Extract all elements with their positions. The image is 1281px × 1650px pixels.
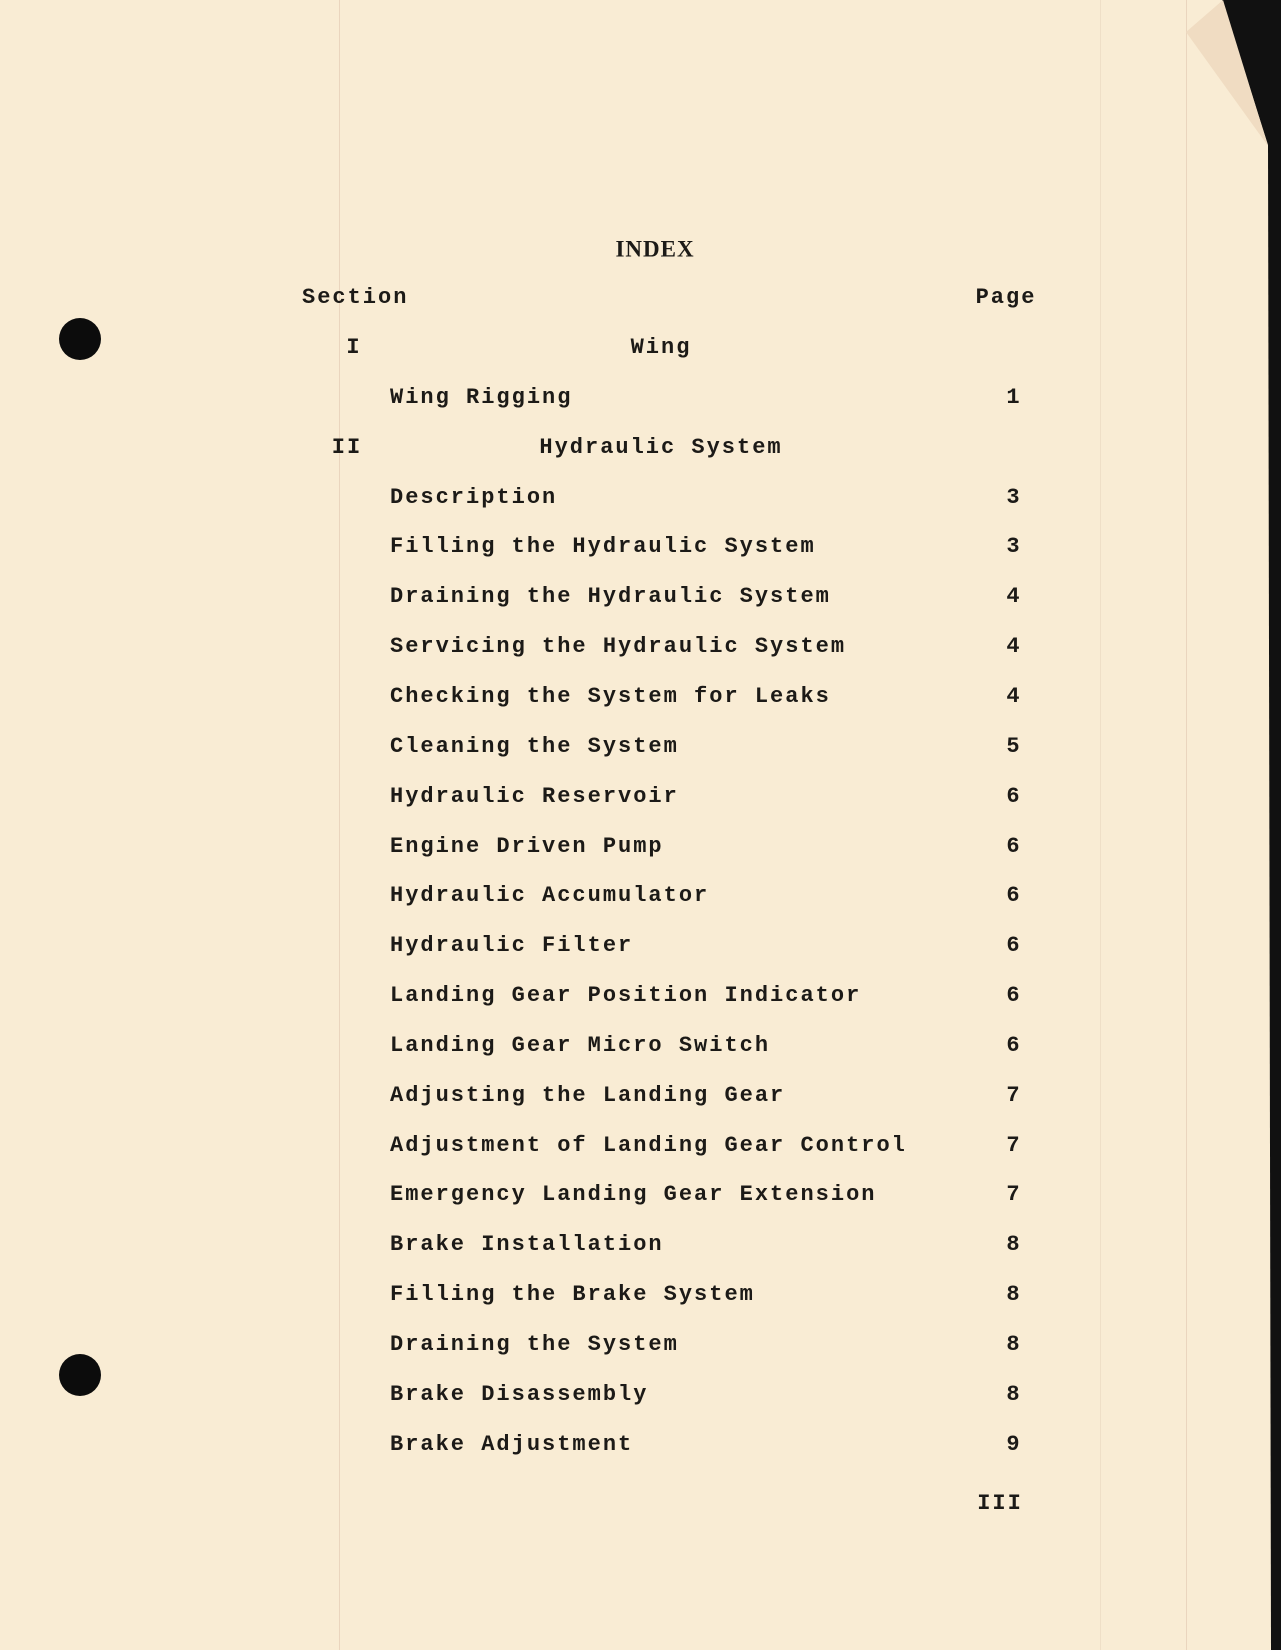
index-entry-page: 8 bbox=[1006, 1381, 1022, 1407]
index-entry-title: Servicing the Hydraulic System bbox=[390, 634, 847, 660]
index-entry-page: 8 bbox=[1006, 1232, 1022, 1258]
index-entry-title: Engine Driven Pump bbox=[390, 833, 664, 859]
index-entry-title: Draining the Hydraulic System bbox=[390, 584, 831, 610]
index-entry-page: 7 bbox=[1006, 1132, 1022, 1158]
index-entry-page: 4 bbox=[1006, 634, 1022, 660]
index-entry-title: Brake Installation bbox=[390, 1232, 664, 1258]
section-numeral: I bbox=[346, 335, 362, 360]
page-column-header: Page bbox=[975, 285, 1037, 310]
index-entry-title: Filling the Brake System bbox=[390, 1282, 755, 1308]
index-entry-page: 6 bbox=[1006, 933, 1022, 959]
index-entry-title: Emergency Landing Gear Extension bbox=[390, 1182, 877, 1208]
index-entry-title: Checking the System for Leaks bbox=[390, 683, 831, 709]
index-entry-title: Adjusting the Landing Gear bbox=[390, 1082, 786, 1108]
index-entry-title: Hydraulic Accumulator bbox=[390, 883, 710, 909]
punch-hole bbox=[59, 318, 101, 360]
index-entry-title: Brake Adjustment bbox=[390, 1431, 634, 1457]
section-column-header: Section bbox=[302, 285, 409, 310]
index-entry-page: 6 bbox=[1006, 983, 1022, 1009]
index-entry-page: 6 bbox=[1006, 1032, 1022, 1058]
index-entry-page: 4 bbox=[1006, 683, 1022, 709]
section-title: Hydraulic System bbox=[539, 434, 783, 460]
punch-hole bbox=[59, 1354, 101, 1396]
index-entry-title: Hydraulic Filter bbox=[390, 933, 634, 959]
section-numeral: II bbox=[331, 434, 363, 460]
index-title: INDEX bbox=[615, 236, 695, 262]
index-entry-page: 7 bbox=[1006, 1182, 1022, 1208]
index-entry-page: 3 bbox=[1006, 484, 1022, 510]
index-entry-title: Filling the Hydraulic System bbox=[390, 534, 816, 560]
index-entry-title: Landing Gear Micro Switch bbox=[390, 1032, 771, 1058]
index-entry-page: 7 bbox=[1006, 1082, 1022, 1108]
index-entry-title: Hydraulic Reservoir bbox=[390, 783, 679, 809]
index-entry-page: 4 bbox=[1006, 584, 1022, 610]
index-entry-title: Brake Disassembly bbox=[390, 1381, 649, 1407]
index-entry-title: Adjustment of Landing Gear Control bbox=[390, 1132, 907, 1158]
index-entry-page: 6 bbox=[1006, 783, 1022, 809]
index-entry-page: 9 bbox=[1006, 1431, 1022, 1457]
index-entry-page: 3 bbox=[1006, 534, 1022, 560]
index-entry-page: 6 bbox=[1006, 883, 1022, 909]
index-entry-title: Wing Rigging bbox=[390, 384, 573, 410]
index-entry-page: 6 bbox=[1006, 833, 1022, 859]
index-entry-title: Description bbox=[390, 484, 558, 510]
index-entry-page: 8 bbox=[1006, 1332, 1022, 1357]
index-entry-page: 5 bbox=[1006, 733, 1022, 759]
index-entry-page: 1 bbox=[1006, 384, 1022, 410]
index-entry-title: Cleaning the System bbox=[390, 733, 679, 759]
section-title: Wing bbox=[630, 335, 692, 360]
index-entry-page: 8 bbox=[1006, 1282, 1022, 1308]
index-entry-title: Draining the System bbox=[390, 1332, 679, 1357]
index-entry-title: Landing Gear Position Indicator bbox=[390, 983, 862, 1009]
page-number: III bbox=[977, 1491, 1023, 1516]
